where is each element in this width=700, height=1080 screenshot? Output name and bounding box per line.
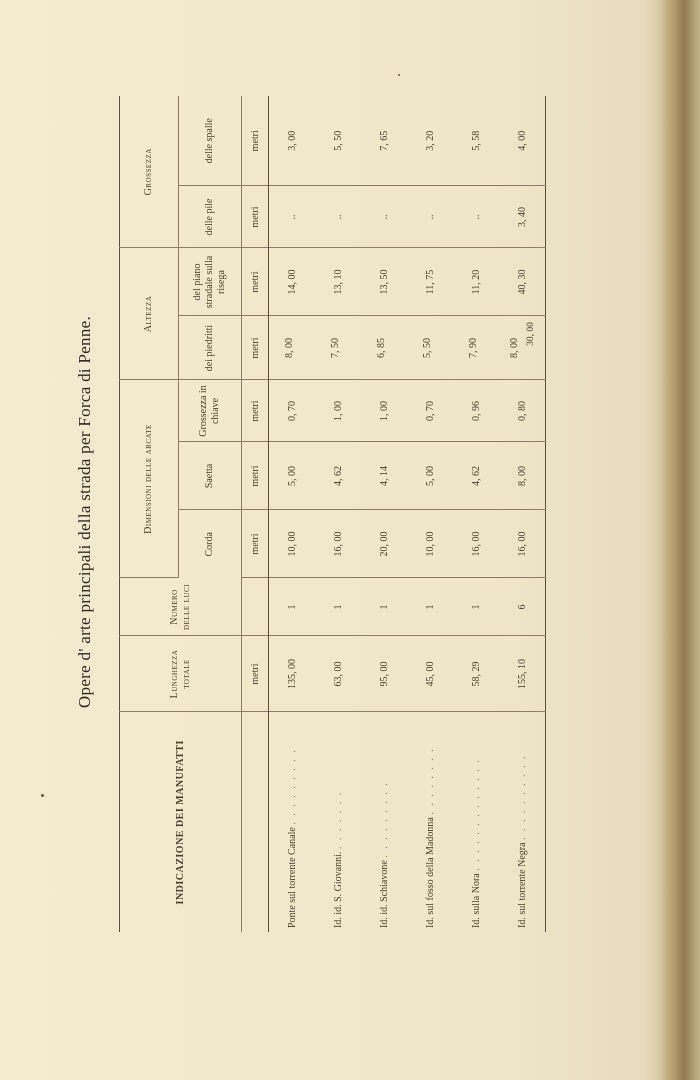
manufatto-cell	[453, 712, 499, 932]
piedritti-value: 8, 00	[508, 338, 520, 358]
unit-dei-piedritti: metri	[242, 316, 269, 380]
piano-value: 13, 10	[315, 248, 361, 316]
header-del-piano: del piano stradale sulla risega	[179, 248, 242, 316]
units-row	[242, 96, 269, 932]
pile-value: ..	[269, 186, 316, 248]
saetta-value: 4, 14	[361, 442, 407, 510]
table-row	[315, 96, 361, 932]
piedritti-value: 7, 50	[329, 338, 341, 358]
unit-blank	[242, 712, 269, 932]
spalle-value: 3, 00	[269, 96, 316, 186]
saetta-value: 4, 62	[453, 442, 499, 510]
manufatto-cell	[315, 712, 361, 932]
saetta-value: 4, 62	[315, 442, 361, 510]
lunghezza-value: 45, 00	[407, 636, 453, 712]
manufatto-prefix: Id.	[470, 917, 482, 928]
piedritti-value: 6, 85	[375, 338, 387, 358]
piedritti-cell	[361, 316, 407, 380]
manufatto-name: sul torrente Negra	[516, 842, 528, 915]
manufatti-table	[119, 96, 546, 932]
manufatto-name: Ponte sul torrente Canale	[286, 827, 298, 928]
manufatto-prefix: Id.	[332, 917, 344, 928]
unit-lunghezza: metri	[242, 636, 269, 712]
ink-speck	[41, 794, 44, 797]
chiave-value: 0, 70	[269, 380, 316, 442]
manufatto-prefix: Id.	[378, 917, 390, 928]
header-altezza-group: Altezza	[120, 248, 179, 380]
manufatto-prefix: Id.	[424, 917, 436, 928]
unit-grossezza-chiave: metri	[242, 380, 269, 442]
corda-value: 10, 00	[407, 510, 453, 578]
unit-saetta: metri	[242, 442, 269, 510]
luci-value: 1	[361, 578, 407, 636]
ink-speck	[398, 74, 400, 76]
page-title: Opere d' arte principali della strada per Forca di Penne.	[75, 315, 94, 709]
pile-value: ..	[407, 186, 453, 248]
header-lunghezza: Lunghezza totale	[120, 636, 242, 712]
spalle-value: 7, 65	[361, 96, 407, 186]
manufatto-name: id. S. Giovanni.	[332, 851, 344, 915]
corda-value: 16, 00	[453, 510, 499, 578]
saetta-value: 5, 00	[269, 442, 316, 510]
lunghezza-value: 95, 00	[361, 636, 407, 712]
table-row	[361, 96, 407, 932]
header-numero-luci: Numero delle luci	[120, 578, 242, 636]
chiave-value: 1, 00	[315, 380, 361, 442]
piano-value: 40, 30	[499, 248, 546, 316]
table-row	[269, 96, 316, 932]
saetta-value: 5, 00	[407, 442, 453, 510]
leader-dots: . . . . . . . . .	[286, 748, 298, 825]
saetta-value: 8, 00	[499, 442, 546, 510]
header-corda: Corda	[179, 510, 242, 578]
piano-value: 11, 20	[453, 248, 499, 316]
lunghezza-value: 58, 29	[453, 636, 499, 712]
chiave-value: 0, 96	[453, 380, 499, 442]
corda-value: 16, 00	[499, 510, 546, 578]
spalle-value: 3, 20	[407, 96, 453, 186]
spalle-value: 4, 00	[499, 96, 546, 186]
spalle-value: 5, 58	[453, 96, 499, 186]
manufatto-name: sulla Nora	[470, 873, 482, 915]
lunghezza-value: 63, 00	[315, 636, 361, 712]
manufatto-name: sul fosso della Madonna	[424, 817, 436, 915]
header-saetta: Saetta	[179, 442, 242, 510]
piedritti-cell	[315, 316, 361, 380]
luci-value: 1	[453, 578, 499, 636]
corda-value: 10, 00	[269, 510, 316, 578]
leader-dots: . . . . . . . . .	[378, 781, 390, 858]
header-grossezza-chiave: Grossezza in chiave	[179, 380, 242, 442]
leader-dots: . . . . . . . . . .	[516, 754, 528, 840]
header-dei-piedritti: dei piedritti	[179, 316, 242, 380]
lunghezza-value: 135, 00	[269, 636, 316, 712]
pile-value: ..	[453, 186, 499, 248]
leader-dots: . . . . . . . .	[424, 747, 436, 815]
piano-value: 13, 50	[361, 248, 407, 316]
manufatto-cell	[361, 712, 407, 932]
piano-value: 14, 00	[269, 248, 316, 316]
chiave-value: 1, 00	[361, 380, 407, 442]
luci-value: 1	[269, 578, 316, 636]
header-delle-pile: delle pile	[179, 186, 242, 248]
luci-value: 1	[315, 578, 361, 636]
piedritti-cell	[499, 316, 546, 380]
manufatto-prefix: Id.	[516, 917, 528, 928]
unit-corda: metri	[242, 510, 269, 578]
table-row	[499, 96, 546, 932]
lunghezza-value: 155, 10	[499, 636, 546, 712]
manufatto-name: id. Schiavone	[378, 860, 390, 915]
leader-dots: . . . . . . . . . . . . .	[470, 758, 482, 871]
luci-value: 6	[499, 578, 546, 636]
pile-value: ..	[315, 186, 361, 248]
chiave-value: 0, 70	[407, 380, 453, 442]
piedritti-value: 7, 90	[467, 338, 479, 358]
piano-value: 11, 75	[407, 248, 453, 316]
chiave-value: 0, 80	[499, 380, 546, 442]
piedritti-value: 8, 00	[283, 338, 295, 358]
manufatto-cell	[499, 712, 546, 932]
header-indicazione: INDICAZIONE DEI MANUFATTI	[120, 712, 242, 932]
manufatto-cell	[269, 712, 316, 932]
luci-value: 1	[407, 578, 453, 636]
pile-value: 3, 40	[499, 186, 546, 248]
header-delle-spalle: delle spalle	[179, 96, 242, 186]
unit-delle-spalle: metri	[242, 96, 269, 186]
spalle-value: 5, 50	[315, 96, 361, 186]
rotated-content	[75, 92, 545, 932]
unit-numero-luci	[242, 578, 269, 636]
header-dimensioni-group: Dimensioni delle arcate	[120, 380, 179, 578]
piedritti-cell	[453, 316, 499, 380]
table-row	[453, 96, 499, 932]
page-edge	[660, 0, 700, 1080]
piedritti-cell	[407, 316, 453, 380]
table-row	[407, 96, 453, 932]
header-grossezza-group: Grossezza	[120, 96, 179, 248]
unit-del-piano: metri	[242, 248, 269, 316]
pile-value: ..	[361, 186, 407, 248]
manufatto-cell	[407, 712, 453, 932]
corda-value: 16, 00	[315, 510, 361, 578]
piedritti-value: 5, 50	[421, 338, 433, 358]
piedritti-extra: 30, 00	[525, 322, 536, 346]
leader-dots: . . . . . . .	[332, 790, 344, 850]
piedritti-cell	[269, 316, 316, 380]
corda-value: 20, 00	[361, 510, 407, 578]
unit-delle-pile: metri	[242, 186, 269, 248]
